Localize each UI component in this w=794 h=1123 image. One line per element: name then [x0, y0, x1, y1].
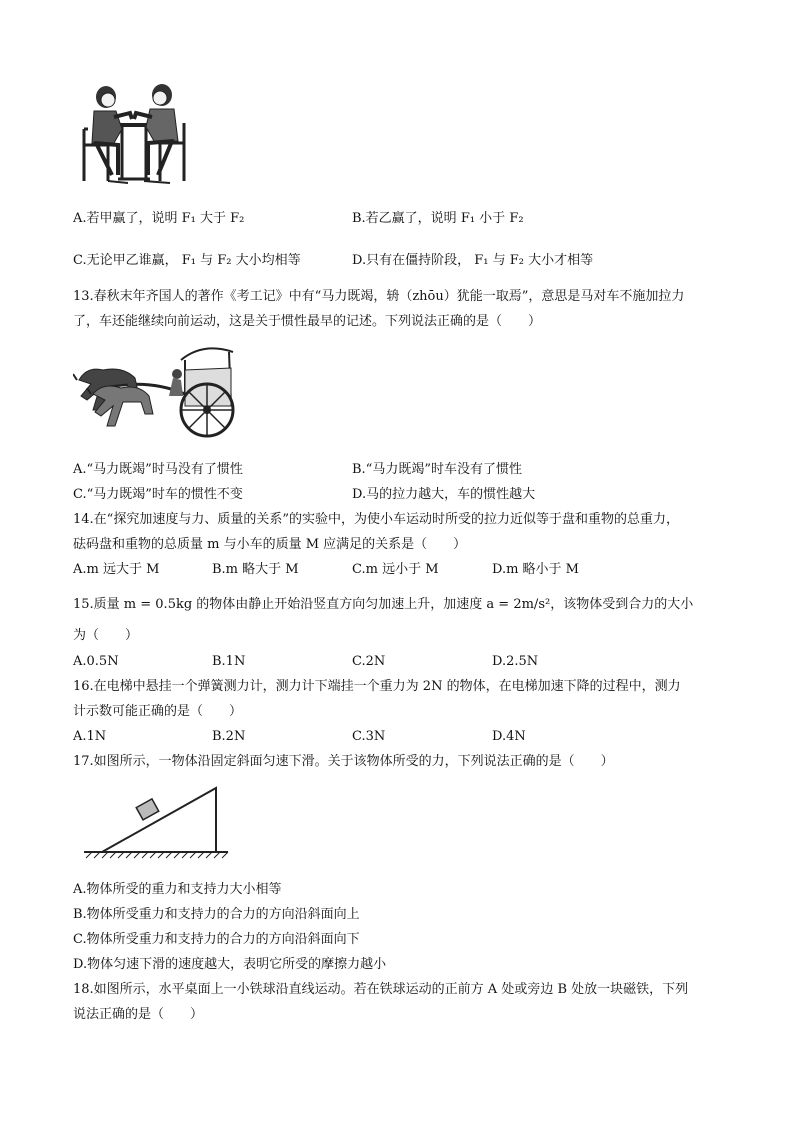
q15-stem-line-2: 为（ ）	[73, 628, 139, 643]
q14-stem-line-2: 砝码盘和重物的总质量 m 与小车的质量 M 应满足的关系是（ ）	[73, 537, 467, 552]
q17-option-b: B.物体所受重力和支持力的合力的方向沿斜面向上	[73, 907, 360, 922]
q16-option-b: B.2N	[212, 729, 246, 744]
q17-option-a: A.物体所受的重力和支持力大小相等	[73, 882, 282, 897]
q12-option-c: C.无论甲乙谁赢， F₁ 与 F₂ 大小均相等	[73, 253, 301, 268]
q16-option-c: C.3N	[352, 729, 386, 744]
q15-option-c: C.2N	[352, 654, 386, 669]
q13-stem-line-1: 13.春秋末年齐国人的著作《考工记》中有“马力既竭，辀（zhōu）犹能一取焉”，意思是马对车不施加拉力	[73, 289, 685, 304]
q17-option-d: D.物体匀速下滑的速度越大，表明它所受的摩擦力越小	[73, 957, 387, 972]
q17-option-c: C.物体所受重力和支持力的合力的方向沿斜面向下	[73, 932, 360, 947]
q14-option-d: D.m 略小于 M	[492, 562, 579, 577]
q18-stem-line-2: 说法正确的是（ ）	[73, 1007, 204, 1022]
q12-option-a: A.若甲赢了，说明 F₁ 大于 F₂	[73, 211, 245, 226]
arm-wrestling-figure	[78, 83, 190, 187]
q16-stem-line-1: 16.在电梯中悬挂一个弹簧测力计，测力计下端挂一个重力为 2N 的物体，在电梯加速下降的过程中，测力	[73, 679, 681, 694]
q13-stem-line-2: 了，车还能继续向前运动，这是关于惯性最早的记述。下列说法正确的是（ ）	[73, 314, 542, 329]
q13-option-c: C.“马力既竭”时车的惯性不变	[73, 487, 243, 502]
q16-stem-line-2: 计示数可能正确的是（ ）	[73, 704, 243, 719]
q16-option-a: A.1N	[73, 729, 107, 744]
q18-stem-line-1: 18.如图所示，水平桌面上一小铁球沿直线运动。若在铁球运动的正前方 A 处或旁边 B 处放一块磁铁，下列	[73, 982, 689, 997]
q16-option-d: D.4N	[492, 729, 526, 744]
q13-option-b: B.“马力既竭”时车没有了惯性	[352, 462, 522, 477]
q15-option-a: A.0.5N	[73, 654, 119, 669]
incline-figure	[82, 782, 230, 862]
q12-option-d: D.只有在僵持阶段， F₁ 与 F₂ 大小才相等	[352, 253, 594, 268]
chariot-figure	[73, 340, 241, 440]
q15-stem-line-1: 15.质量 m = 0.5kg 的物体由静止开始沿竖直方向匀加速上升，加速度 a = 2m/s²，该物体受到合力的大小	[73, 597, 694, 612]
q12-option-b: B.若乙赢了，说明 F₁ 小于 F₂	[352, 211, 524, 226]
q14-option-c: C.m 远小于 M	[352, 562, 439, 577]
q13-option-d: D.马的拉力越大，车的惯性越大	[352, 487, 536, 502]
q17-stem-line-1: 17.如图所示，一物体沿固定斜面匀速下滑。关于该物体所受的力，下列说法正确的是（ ）	[73, 754, 614, 769]
q14-option-b: B.m 略大于 M	[212, 562, 299, 577]
q14-stem-line-1: 14.在“探究加速度与力、质量的关系”的实验中，为使小车运动时所受的拉力近似等于盘和重物的总重力，	[73, 512, 679, 527]
q15-option-b: B.1N	[212, 654, 246, 669]
q13-option-a: A.“马力既竭”时马没有了惯性	[73, 462, 243, 477]
q15-option-d: D.2.5N	[492, 654, 539, 669]
q14-option-a: A.m 远大于 M	[73, 562, 160, 577]
